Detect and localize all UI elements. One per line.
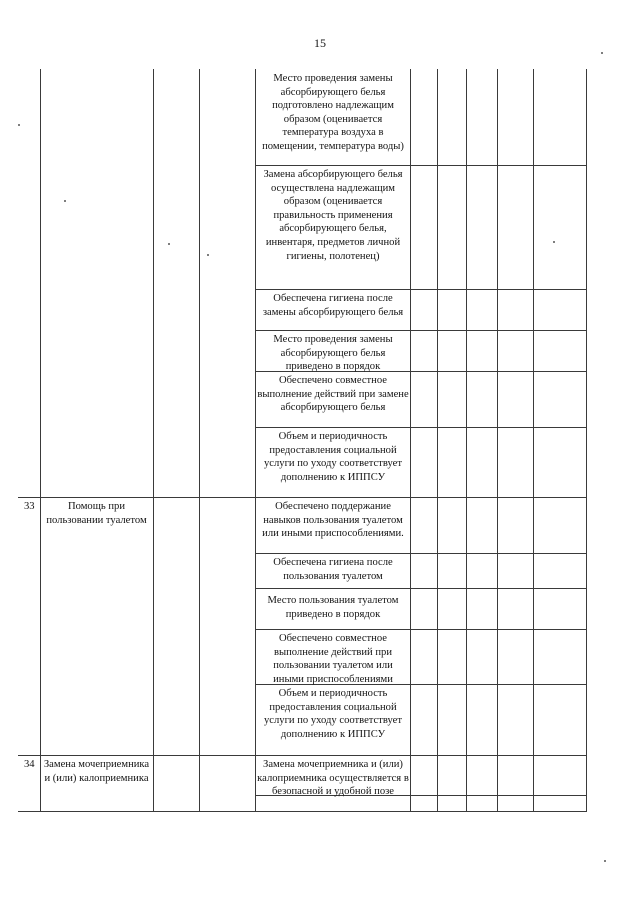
table-row-divider xyxy=(255,588,587,589)
scan-speck xyxy=(18,124,20,126)
criterion-cell: Обеспечено совместное выполнение действий при пользовании туалетом или иными приспособлениями xyxy=(273,633,393,685)
table-row-divider xyxy=(255,165,587,166)
criterion-cell: Обеспечена гигиена после замены абсорбирующего белья xyxy=(262,293,404,318)
criterion-cell: Место проведения замены абсорбирующего белья приведено в порядок xyxy=(273,334,393,373)
table-row-divider xyxy=(255,427,587,428)
criterion-cell: Объем и периодичность предоставления социальной услуги по уходу соответствует дополнению к ИППСУ xyxy=(263,688,403,740)
table-column-divider xyxy=(199,69,200,812)
criterion-cell: Место пользования туалетом приведено в порядок xyxy=(267,595,399,620)
table-column-divider xyxy=(533,69,534,812)
table-row-divider xyxy=(18,755,587,756)
table-column-divider xyxy=(153,69,154,812)
table-column-divider xyxy=(410,69,411,812)
criterion-cell: Обеспечена гигиена после пользования туалетом xyxy=(273,557,393,582)
service-name: Помощь при пользовании туалетом xyxy=(46,501,147,526)
table-column-divider xyxy=(466,69,467,812)
criterion-cell: Замена мочеприемника и (или) калоприемника осуществляется в безопасной и удобной позе xyxy=(257,759,409,798)
row-number: 34 xyxy=(24,759,35,770)
table-column-divider xyxy=(497,69,498,812)
table-column-divider xyxy=(255,69,256,812)
table-row-divider xyxy=(255,553,587,554)
service-name: Замена мочеприемника и (или) калоприемника xyxy=(43,759,150,784)
scan-speck xyxy=(207,254,209,256)
page-number: 15 xyxy=(314,36,326,50)
criterion-cell: Объем и периодичность предоставления социальной услуги по уходу соответствует дополнению к ИППСУ xyxy=(263,431,403,483)
table-row-divider xyxy=(18,811,587,812)
table-row-divider xyxy=(255,330,587,331)
table-column-divider xyxy=(586,69,587,812)
criterion-cell: Обеспечено совместное выполнение действий при замене абсорбирующего белья xyxy=(257,375,409,414)
table-row-divider xyxy=(18,497,587,498)
table-row-divider xyxy=(255,289,587,290)
criterion-cell: Замена абсорбирующего белья осуществлена надлежащим образом (оценивается правильность применения абсорбирующего белья, инвентаря, предметов личной гигиены, полотенец) xyxy=(263,169,403,262)
scan-speck xyxy=(553,241,555,243)
scan-speck xyxy=(64,200,66,202)
table-row-divider xyxy=(255,629,587,630)
criterion-cell: Место проведения замены абсорбирующего белья подготовлено надлежащим образом (оценивается температура воздуха в помещении, температура воды) xyxy=(262,73,404,152)
scan-speck xyxy=(601,52,603,54)
scan-speck xyxy=(168,243,170,245)
table-column-divider xyxy=(40,69,41,812)
table-column-divider xyxy=(437,69,438,812)
criterion-cell: Обеспечено поддержание навыков пользования туалетом или иными приспособлениями. xyxy=(262,501,404,540)
row-number: 33 xyxy=(24,501,35,512)
scan-speck xyxy=(604,860,606,862)
